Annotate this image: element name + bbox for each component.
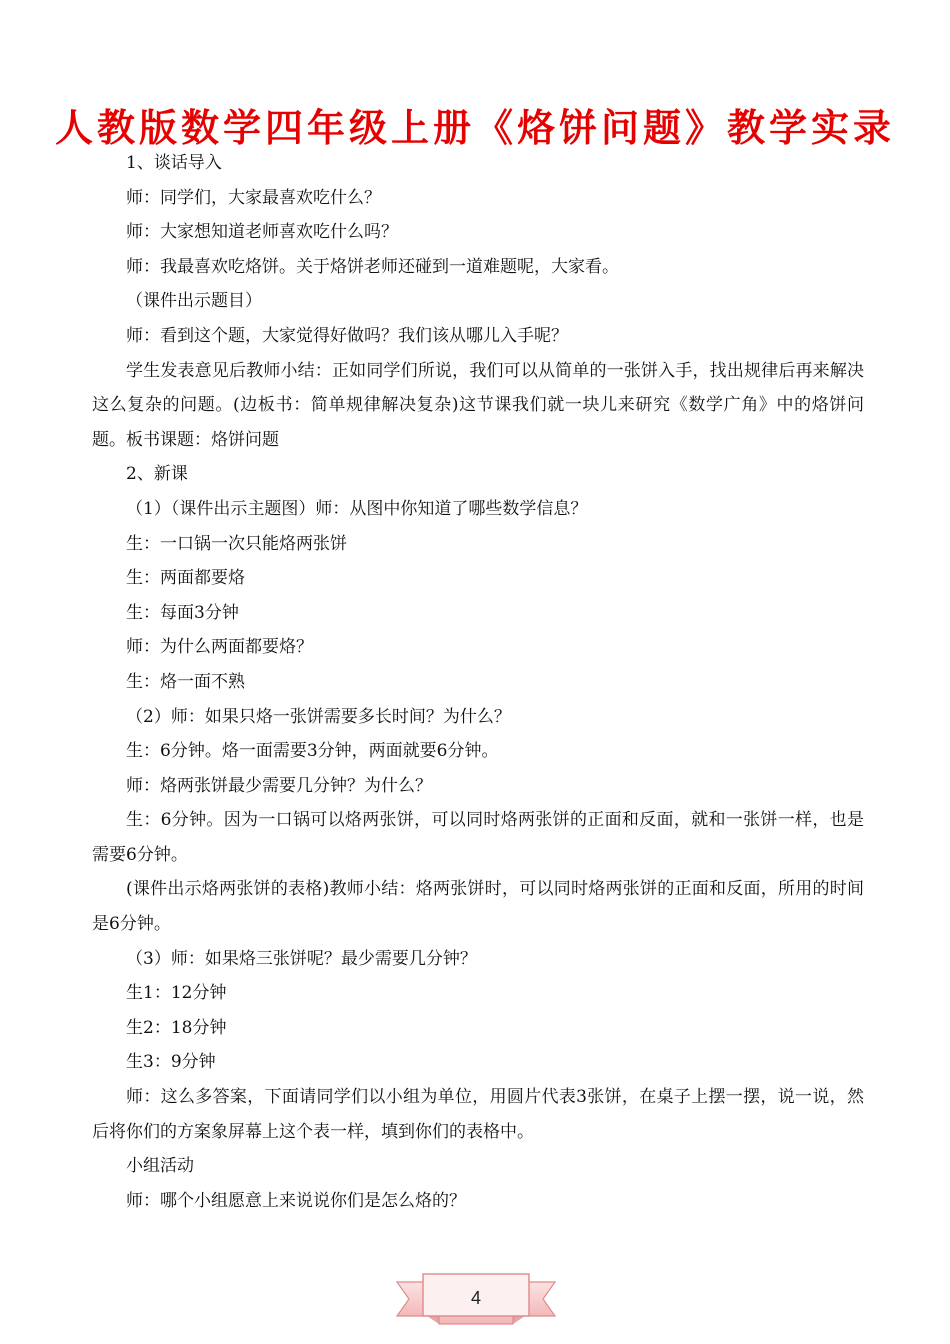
paragraph: 师：大家想知道老师喜欢吃什么吗？ [126,222,398,243]
document-body [92,146,864,1218]
paragraph: （课件出示题目） [126,291,262,312]
paragraph: 生1：12分钟 [126,983,227,1004]
paragraph: 小组活动 [126,1156,194,1177]
paragraph: 师：同学们，大家最喜欢吃什么？ [126,187,381,208]
page-footer-ribbon [395,1272,557,1326]
paragraph: 生：每面3分钟 [126,602,239,623]
paragraph: 师：我最喜欢吃烙饼。关于烙饼老师还碰到一道难题呢，大家看。 [126,256,619,277]
paragraph: 1、谈话导入 [126,153,222,173]
paragraph: （3）师：如果烙三张饼呢？最少需要几分钟？ [126,948,477,969]
paragraph: 学生发表意见后教师小结：正如同学们所说，我们可以从简单的一张饼入手，找出规律后再来解决这么复杂的问题。(边板书：简单规律解决复杂)这节课我们就一块儿来研究《数学广角》中的烙饼问题。板书课题：烙饼问题 [92,360,864,450]
paragraph: 师：为什么两面都要烙？ [126,637,313,658]
paragraph: （2）师：如果只烙一张饼需要多长时间？为什么？ [126,706,511,727]
paragraph: 生：6分钟。烙一面需要3分钟，两面就要6分钟。 [126,741,499,762]
paragraph: 生：6分钟。因为一口锅可以烙两张饼，可以同时烙两张饼的正面和反面，就和一张饼一样，也是需要6分钟。 [92,810,864,865]
paragraph: 2、新课 [126,464,188,485]
paragraph: 师：哪个小组愿意上来说说你们是怎么烙的？ [126,1190,466,1211]
paragraph: 师：看到这个题，大家觉得好做吗？我们该从哪儿入手呢？ [126,325,568,346]
paragraph: 生3：9分钟 [126,1052,216,1073]
document-title: 人教版数学四年级上册《烙饼问题》教学实录 [54,106,895,150]
paragraph: 生2：18分钟 [126,1017,227,1038]
paragraph: 生：两面都要烙 [126,568,245,589]
page-number: 4 [470,1288,481,1308]
paragraph: 生：烙一面不熟 [126,671,245,692]
paragraph: (课件出示烙两张饼的表格)教师小结：烙两张饼时，可以同时烙两张饼的正面和反面，所用的时间是6分钟。 [92,879,864,935]
paragraph: 师：这么多答案，下面请同学们以小组为单位，用圆片代表3张饼，在桌子上摆一摆，说一说，然后将你们的方案象屏幕上这个表一样，填到你们的表格中。 [92,1087,864,1142]
paragraph: 生：一口锅一次只能烙两张饼 [126,533,347,554]
paragraph: （1）（课件出示主题图）师：从图中你知道了哪些数学信息？ [126,498,588,519]
paragraph: 师：烙两张饼最少需要几分钟？为什么？ [126,775,432,796]
